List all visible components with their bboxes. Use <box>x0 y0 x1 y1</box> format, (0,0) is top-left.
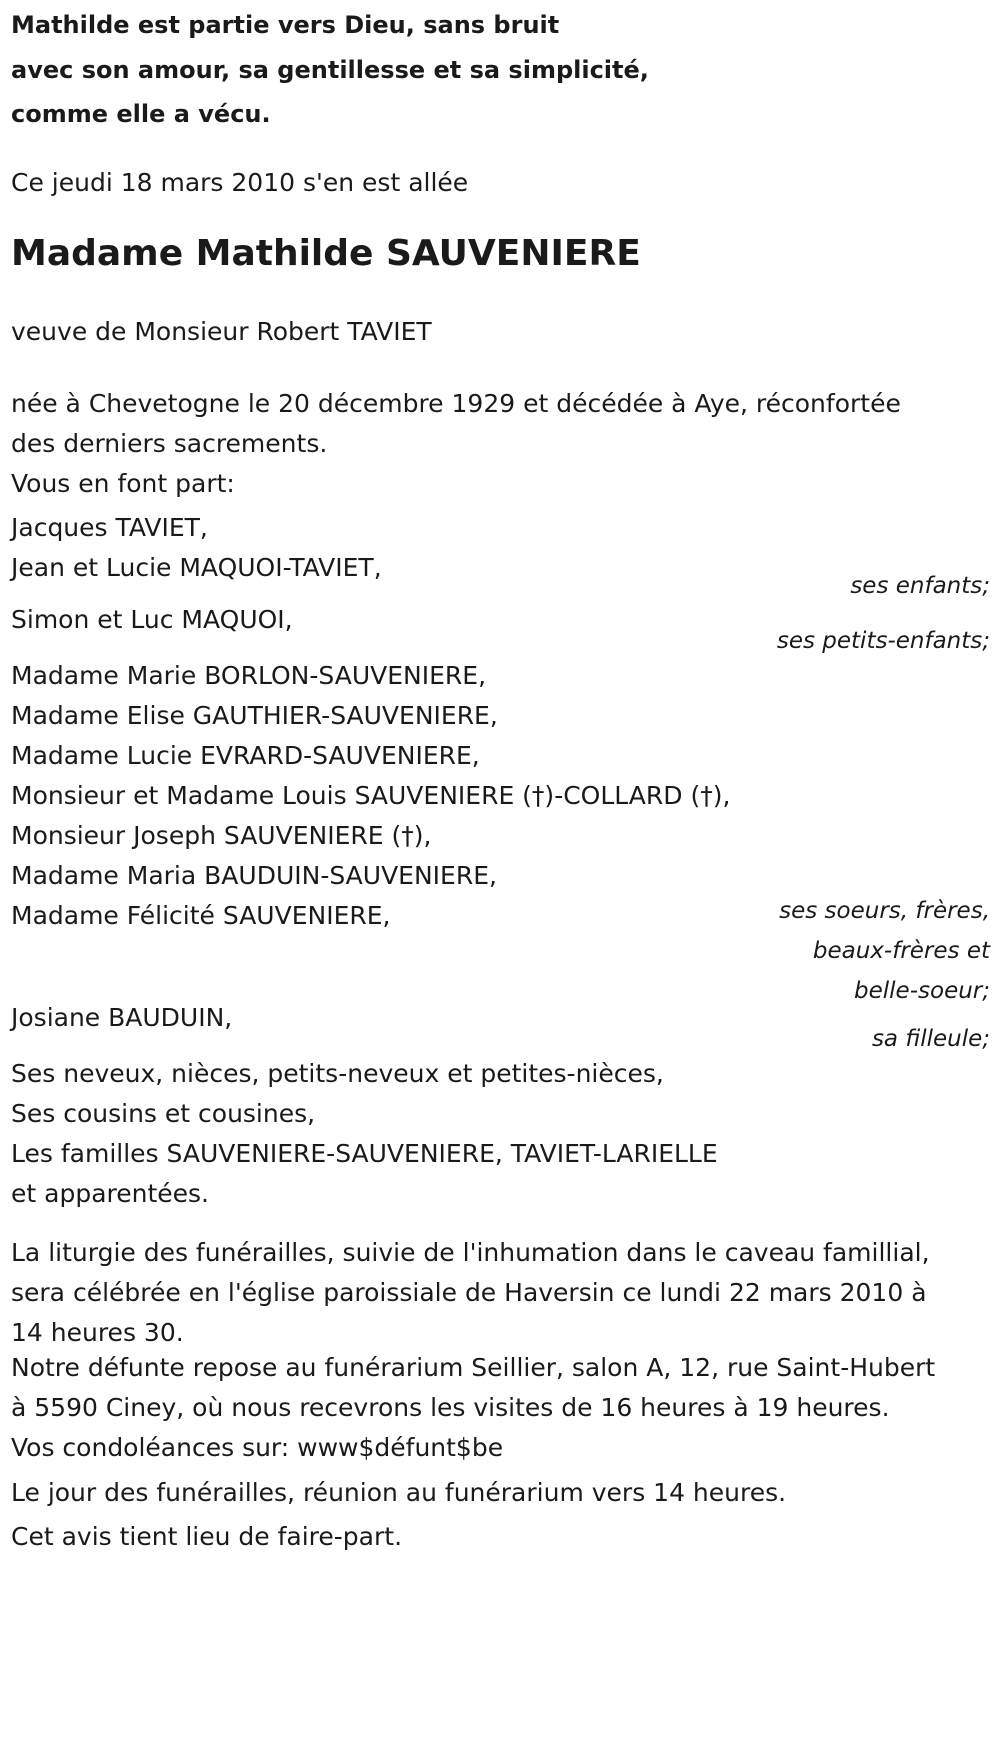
list-item: Madame Elise GAUTHIER-SAUVENIERE, <box>11 701 498 730</box>
list-item: Jacques TAVIET, <box>11 513 208 542</box>
goddaughter-relation: sa filleule; <box>871 1026 990 1052</box>
birth-death-line: des derniers sacrements. <box>11 429 328 458</box>
siblings-list <box>11 656 730 936</box>
deceased-name: Madame Mathilde SAUVENIERE <box>11 233 641 274</box>
relation-line: beaux-frères et <box>812 938 990 964</box>
birth-death <box>11 384 901 464</box>
poem-line: Mathilde est partie vers Dieu, sans bruit <box>11 11 560 39</box>
list-item: Monsieur Joseph SAUVENIERE (†), <box>11 821 432 850</box>
list-item: Madame Marie BORLON-SAUVENIERE, <box>11 661 487 690</box>
list-item: Ses cousins et cousines, <box>11 1099 316 1128</box>
extended-family <box>11 1054 718 1214</box>
closing-note: Cet avis tient lieu de faire-part. <box>11 1522 403 1551</box>
poem-line: avec son amour, sa gentillesse et sa simplicité, <box>11 56 649 84</box>
funeral-line: sera célébrée en l'église paroissiale de Haversin ce lundi 22 mars 2010 à <box>11 1278 927 1307</box>
children-relation: ses enfants; <box>850 573 990 599</box>
grandchildren-relation: ses petits-enfants; <box>776 628 990 654</box>
condolences: Vos condoléances sur: www$défunt$be <box>11 1433 504 1462</box>
birth-death-line: née à Chevetogne le 20 décembre 1929 et décédée à Aye, réconfortée <box>11 389 901 418</box>
siblings-relation <box>779 891 990 1011</box>
funeral-line: La liturgie des funérailles, suivie de l'inhumation dans le caveau famillial, <box>11 1238 930 1267</box>
repose-line: Notre défunte repose au funérarium Seillier, salon A, 12, rue Saint-Hubert <box>11 1353 936 1382</box>
children-list <box>11 508 382 588</box>
repose-info <box>11 1348 935 1428</box>
widow-of: veuve de Monsieur Robert TAVIET <box>11 317 432 346</box>
repose-line: à 5590 Ciney, où nous recevrons les visites de 16 heures à 19 heures. <box>11 1393 890 1422</box>
funeral-info <box>11 1233 930 1353</box>
list-item: Monsieur et Madame Louis SAUVENIERE (†)-COLLARD (†), <box>11 781 731 810</box>
list-item: Ses neveux, nièces, petits-neveux et petites-nièces, <box>11 1059 664 1088</box>
relation-line: ses soeurs, frères, <box>779 898 990 924</box>
list-item: et apparentées. <box>11 1179 209 1208</box>
list-item: Madame Félicité SAUVENIERE, <box>11 901 391 930</box>
poem-line: comme elle a vécu. <box>11 100 271 128</box>
list-item: Jean et Lucie MAQUOI-TAVIET, <box>11 553 382 582</box>
list-item: Madame Lucie EVRARD-SAUVENIERE, <box>11 741 480 770</box>
relation-line: belle-soeur; <box>854 978 990 1004</box>
intro-text: Ce jeudi 18 mars 2010 s'en est allée <box>11 168 469 197</box>
goddaughter-item: Josiane BAUDUIN, <box>11 1003 233 1032</box>
list-item: Les familles SAUVENIERE-SAUVENIERE, TAVIET-LARIELLE <box>11 1139 718 1168</box>
poem <box>11 0 649 139</box>
funeral-line: 14 heures 30. <box>11 1318 184 1347</box>
announce-intro: Vous en font part: <box>11 469 235 498</box>
meeting-info: Le jour des funérailles, réunion au funérarium vers 14 heures. <box>11 1478 787 1507</box>
grandchildren-item: Simon et Luc MAQUOI, <box>11 605 293 634</box>
list-item: Madame Maria BAUDUIN-SAUVENIERE, <box>11 861 497 890</box>
